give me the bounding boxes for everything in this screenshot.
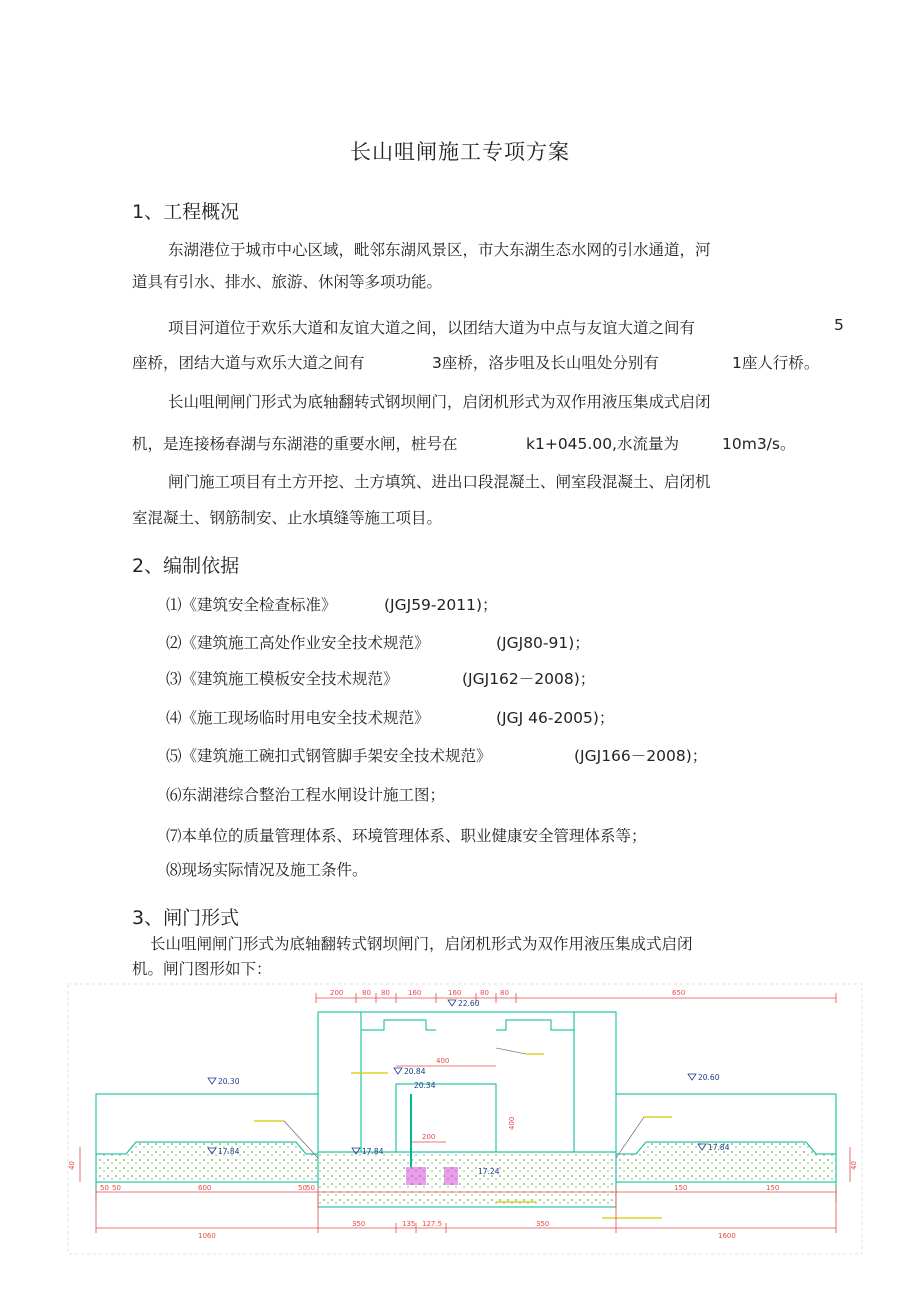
reference-name: ⑹东湖港综合整治工程水闸设计施工图；	[166, 786, 446, 804]
reference-code: (JGJ166－2008)；	[574, 747, 708, 765]
dim-label: 600	[198, 1184, 212, 1192]
elevation-label: 20.60	[698, 1073, 720, 1082]
dim-label: 50	[112, 1184, 121, 1192]
section-heading-gate-form: 3、闸门形式	[132, 907, 240, 929]
mid-dimension-labels	[422, 1057, 449, 1141]
reference-code: (JGJ 46-2005)；	[496, 709, 615, 727]
chamber-slab	[318, 1152, 616, 1207]
paragraph-number: 5	[834, 316, 844, 334]
paragraph-line: 机，是连接杨春湖与东湖港的重要水闸，桩号在	[132, 435, 458, 453]
elevation-label: 22.60	[458, 999, 480, 1008]
dim-label: 150	[674, 1184, 688, 1192]
left-slab	[96, 1142, 318, 1182]
reference-name: ⑵《建筑施工高处作业安全技术规范》	[166, 634, 430, 652]
dim-label: 200	[422, 1133, 436, 1141]
paragraph-line: 座桥，团结大道与欢乐大道之间有	[132, 354, 365, 372]
dim-label: 80	[362, 989, 371, 997]
gate-section-drawing	[66, 982, 866, 1258]
dim-label: 200	[330, 989, 344, 997]
dim-label: 40	[850, 1161, 858, 1170]
elevation-label: 20.30	[218, 1077, 240, 1086]
paragraph-line: 东湖港位于城市中心区域，毗邻东湖风景区，市大东湖生态水网的引水通道，河	[168, 241, 711, 259]
drawing-frame	[68, 984, 862, 1254]
dim-label: 350	[352, 1220, 366, 1228]
dim-label: 80	[500, 989, 509, 997]
paragraph-line: 室混凝土、钢筋制安、止水填缝等施工项目。	[132, 509, 443, 527]
reference-name: ⑻现场实际情况及施工条件。	[166, 861, 368, 879]
dim-label: 400	[436, 1057, 450, 1065]
dim-label: 50	[298, 1184, 307, 1192]
dim-label: 40	[68, 1161, 76, 1170]
top-dimension-labels	[330, 989, 685, 997]
paragraph-line: 机。闸门图形如下：	[132, 960, 272, 978]
gate-shaft-left	[406, 1167, 426, 1185]
reference-name: ⑴《建筑安全检查标准》	[166, 596, 337, 614]
elevation-label: 17.84	[708, 1143, 730, 1152]
section-heading-basis: 2、编制依据	[132, 555, 240, 577]
dim-label: 160	[448, 989, 462, 997]
reference-name: ⑸《建筑施工碗扣式钢管脚手架安全技术规范》	[166, 747, 492, 765]
paragraph-line: 长山咀闸闸门形式为底轴翻转式钢坝闸门，启闭机形式为双作用液压集成式启闭	[150, 935, 693, 953]
paragraph-line: 道具有引水、排水、旅游、休闲等多项功能。	[132, 273, 443, 291]
elevation-label: 17.24	[478, 1167, 500, 1176]
reference-name: ⑷《施工现场临时用电安全技术规范》	[166, 709, 430, 727]
section-heading-overview: 1、工程概况	[132, 201, 240, 223]
reference-name: ⑺本单位的质量管理体系、环境管理体系、职业健康安全管理体系等；	[166, 827, 647, 845]
paragraph-line: 3座桥，洛步咀及长山咀处分别有	[432, 354, 659, 372]
paragraph-line: 闸门施工项目有土方开挖、土方填筑、进出口段混凝土、闸室段混凝土、启闭机	[168, 473, 711, 491]
dim-label: 1060	[198, 1232, 216, 1240]
dim-label: 80	[480, 989, 489, 997]
dim-label: 127.5	[422, 1220, 443, 1228]
dim-label: 1600	[718, 1232, 736, 1240]
dim-label: 135	[402, 1220, 416, 1228]
elevation-label: 20.34	[414, 1081, 436, 1090]
paragraph-line: 项目河道位于欢乐大道和友谊大道之间，以团结大道为中点与友谊大道之间有	[168, 319, 696, 337]
page-title: 长山咀闸施工专项方案	[350, 140, 570, 164]
dim-label: 650	[672, 989, 686, 997]
reference-code: (JGJ59-2011)；	[384, 596, 498, 614]
elevation-triangles	[208, 1000, 706, 1154]
reference-name: ⑶《建筑施工模板安全技术规范》	[166, 670, 399, 688]
paragraph-line: 1座人行桥。	[732, 354, 820, 372]
elevation-label: 17.84	[362, 1147, 384, 1156]
elevation-label: 17.84	[218, 1147, 240, 1156]
elevation-label: 20.84	[404, 1067, 426, 1076]
dim-label: 160	[408, 989, 422, 997]
paragraph-line: 10m3/s。	[722, 435, 796, 453]
paragraph-line: k1+045.00,水流量为	[526, 435, 679, 453]
reference-code: (JGJ162－2008)；	[462, 670, 596, 688]
dim-label: 400	[508, 1116, 516, 1130]
dim-label: 150	[766, 1184, 780, 1192]
paragraph-line: 长山咀闸闸门形式为底轴翻转式钢坝闸门，启闭机形式为双作用液压集成式启闭	[168, 393, 711, 411]
reference-code: (JGJ80-91)；	[496, 634, 590, 652]
dim-label: 350	[536, 1220, 550, 1228]
gate-shaft-right	[444, 1167, 458, 1185]
top-dimension-row	[316, 993, 836, 1003]
dim-label: 50	[306, 1184, 315, 1192]
dim-label: 50	[100, 1184, 109, 1192]
bottom-dimension-labels-row2	[198, 1220, 736, 1240]
dim-label: 80	[381, 989, 390, 997]
